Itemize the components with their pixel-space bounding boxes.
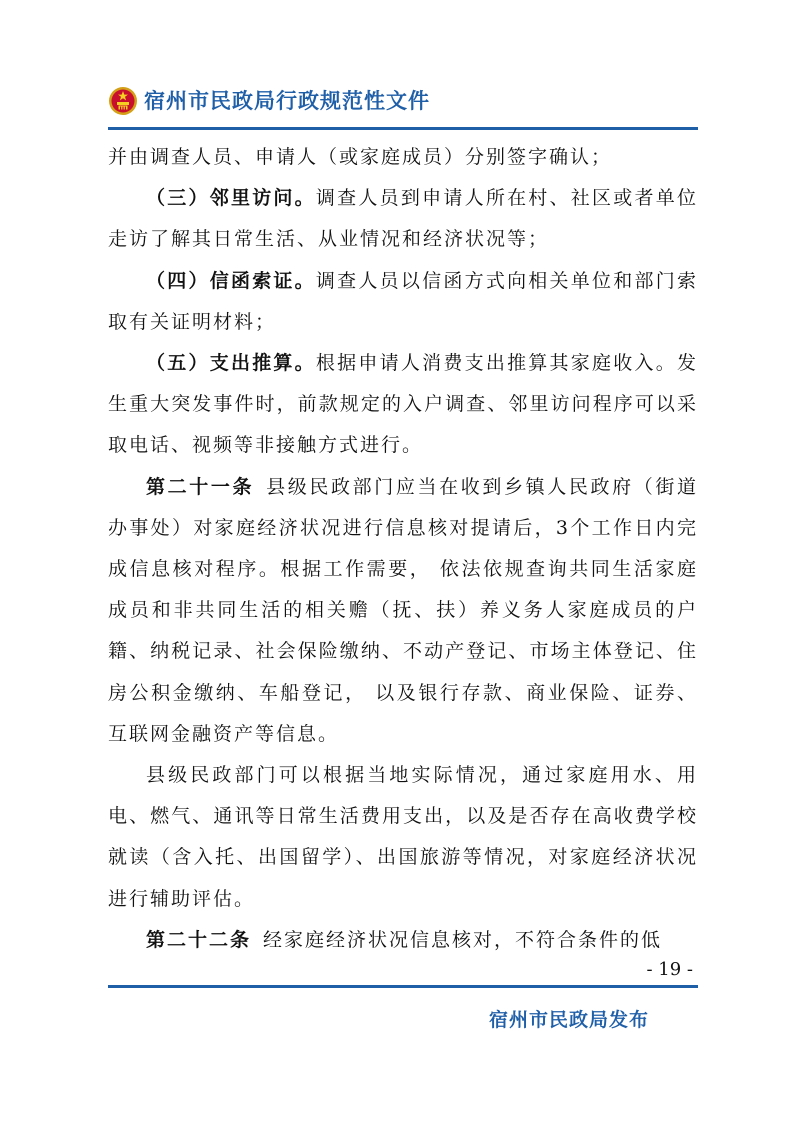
article-number: 第二十二条: [146, 928, 252, 951]
paragraph-lead: （五）支出推算。: [146, 352, 316, 375]
document-body: [108, 137, 698, 961]
header-title: 宿州市民政局行政规范性文件: [144, 89, 430, 113]
paragraph-text: 调查人员以信函方式向相关单位和部门索取有关证明材料；: [108, 269, 698, 333]
paragraph: [108, 178, 698, 260]
page-number: - 19 -: [646, 959, 693, 980]
paragraph: [108, 343, 698, 467]
national-emblem-icon: [108, 86, 138, 116]
paragraph: [108, 467, 698, 755]
paragraph-text: 经家庭经济状况信息核对，不符合条件的低: [263, 928, 663, 951]
paragraph-text: 县级民政部门可以根据当地实际情况，通过家庭用水、用电、燃气、通讯等日常生活费用支出，以及是否存在高收费学校就读（含入托、出国留学）、出国旅游等情况，对家庭经济状况进行辅助评估。: [108, 764, 698, 910]
paragraph-text: 并由调查人员、申请人（或家庭成员）分别签字确认；: [108, 146, 613, 168]
footer-divider: [108, 985, 698, 988]
paragraph: [108, 137, 698, 178]
paragraph: [108, 920, 698, 961]
paragraph: [108, 261, 698, 343]
paragraph-lead: （三）邻里访问。: [146, 187, 316, 210]
header-divider: [108, 127, 698, 130]
paragraph-text: 调查人员到申请人所在村、社区或者单位走访了解其日常生活、从业情况和经济状况等；: [108, 187, 698, 251]
paragraph: [108, 755, 698, 920]
paragraph-text: 根据申请人消费支出推算其家庭收入。发生重大突发事件时，前款规定的入户调查、邻里访问程序可以采取电话、视频等非接触方式进行。: [108, 352, 698, 457]
footer-publisher: 宿州市民政局发布: [488, 1009, 649, 1031]
paragraph-lead: （四）信函索证。: [146, 269, 316, 292]
paragraph-text: 县级民政部门应当在收到乡镇人民政府（街道办事处）对家庭经济状况进行信息核对提请后，3个工作日内完成信息核对程序。根据工作需要， 依法依规查询共同生活家庭成员和非共同生活的相关赡（抚、扶）养义务人家庭成员的户籍、纳税记录、社会保险缴纳、不动产登记、市场主体登记、住房公积金缴纳、车船登记， 以及银行存款、商业保险、证券、互联网金融资产等信息。: [108, 475, 698, 745]
article-number: 第二十一条: [146, 475, 255, 498]
document-header: [108, 82, 698, 122]
